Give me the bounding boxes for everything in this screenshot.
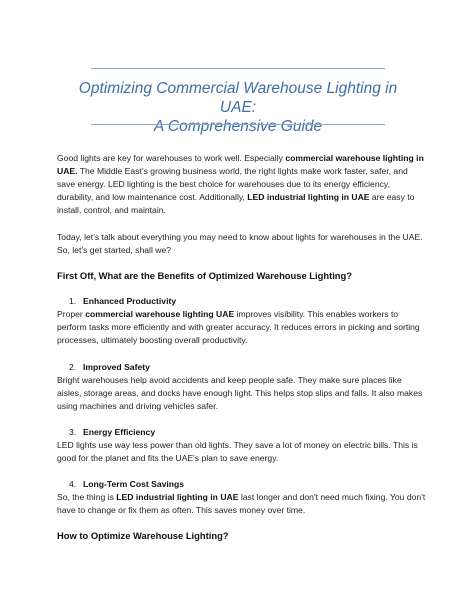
list-item-title [69, 295, 419, 308]
list-item-title [69, 361, 419, 374]
title-bottom-rule [91, 124, 385, 125]
list-number: 2. [69, 362, 77, 372]
intro-text: are easy to install, control, and maintain. [57, 192, 415, 215]
section-heading-how-to: How to Optimize Warehouse Lighting? [57, 530, 229, 541]
list-item-body: Bright warehouses help avoid accidents and keep people safe. They make sure places like aisles, storage areas, and docks have enough light. This helps stop slips and falls. It also makes using machines and driving vehicles safer. [57, 375, 423, 411]
body-text: So, the thing is [57, 492, 117, 502]
list-item-label: Long-Term Cost Savings [83, 479, 185, 489]
intro-keyword: commercial warehouse lighting in UAE. [57, 153, 424, 176]
list-number: 1. [69, 296, 77, 306]
list-number: 4. [69, 479, 77, 489]
list-item-label: Enhanced Productivity [83, 296, 177, 306]
list-item-title [69, 478, 419, 491]
list-item-label: Improved Safety [83, 362, 150, 372]
list-item-body [57, 491, 427, 517]
list-item-label: Energy Efficiency [83, 427, 156, 437]
intro-text: The Middle East’s growing business world, the right lights make work faster, safer, and save energy. LED lighting is the best choice for warehouses due to its energy efficiency, durability, and low maintenance cost. Additionally, [57, 166, 408, 202]
body-text: Proper [57, 309, 86, 319]
section-heading-benefits: First Off, What are the Benefits of Optimized Warehouse Lighting? [57, 270, 352, 281]
list-item-body: LED lights use way less power than old lights. They save a lot of money on electric bills. This is good for the planet and fits the UAE's plan to save energy. [57, 440, 418, 463]
title-top-rule [91, 68, 385, 69]
title-line-1: Optimizing Commercial Warehouse Lighting in UAE: [78, 80, 398, 116]
list-item-body [57, 308, 427, 347]
intro-paragraph-2: Today, let’s talk about everything you may need to know about lights for warehouses in the UAE. So, let’s get started, shall we? [57, 232, 423, 255]
body-text: last longer and don't need much fixing. You don't have to change or fix them as often. This saves money over time. [57, 492, 426, 515]
list-number: 3. [69, 427, 77, 437]
list-item-title [69, 426, 419, 439]
body-keyword: commercial warehouse lighting UAE [85, 309, 235, 319]
body-text: improves visibility. This enables workers to perform tasks more efficiently and with greater accuracy. It reduces errors in picking and sorting processes, ultimately boosting overall productivity. [57, 309, 420, 345]
document-title [60, 79, 416, 136]
intro-paragraph-1 [57, 152, 427, 217]
title-line-2: A Comprehensive Guide [153, 118, 323, 135]
intro-text: Good lights are key for warehouses to work well. Especially [57, 153, 286, 163]
body-keyword: LED industrial lighting in UAE [116, 492, 239, 502]
intro-keyword: LED industrial lighting in UAE [247, 192, 370, 202]
